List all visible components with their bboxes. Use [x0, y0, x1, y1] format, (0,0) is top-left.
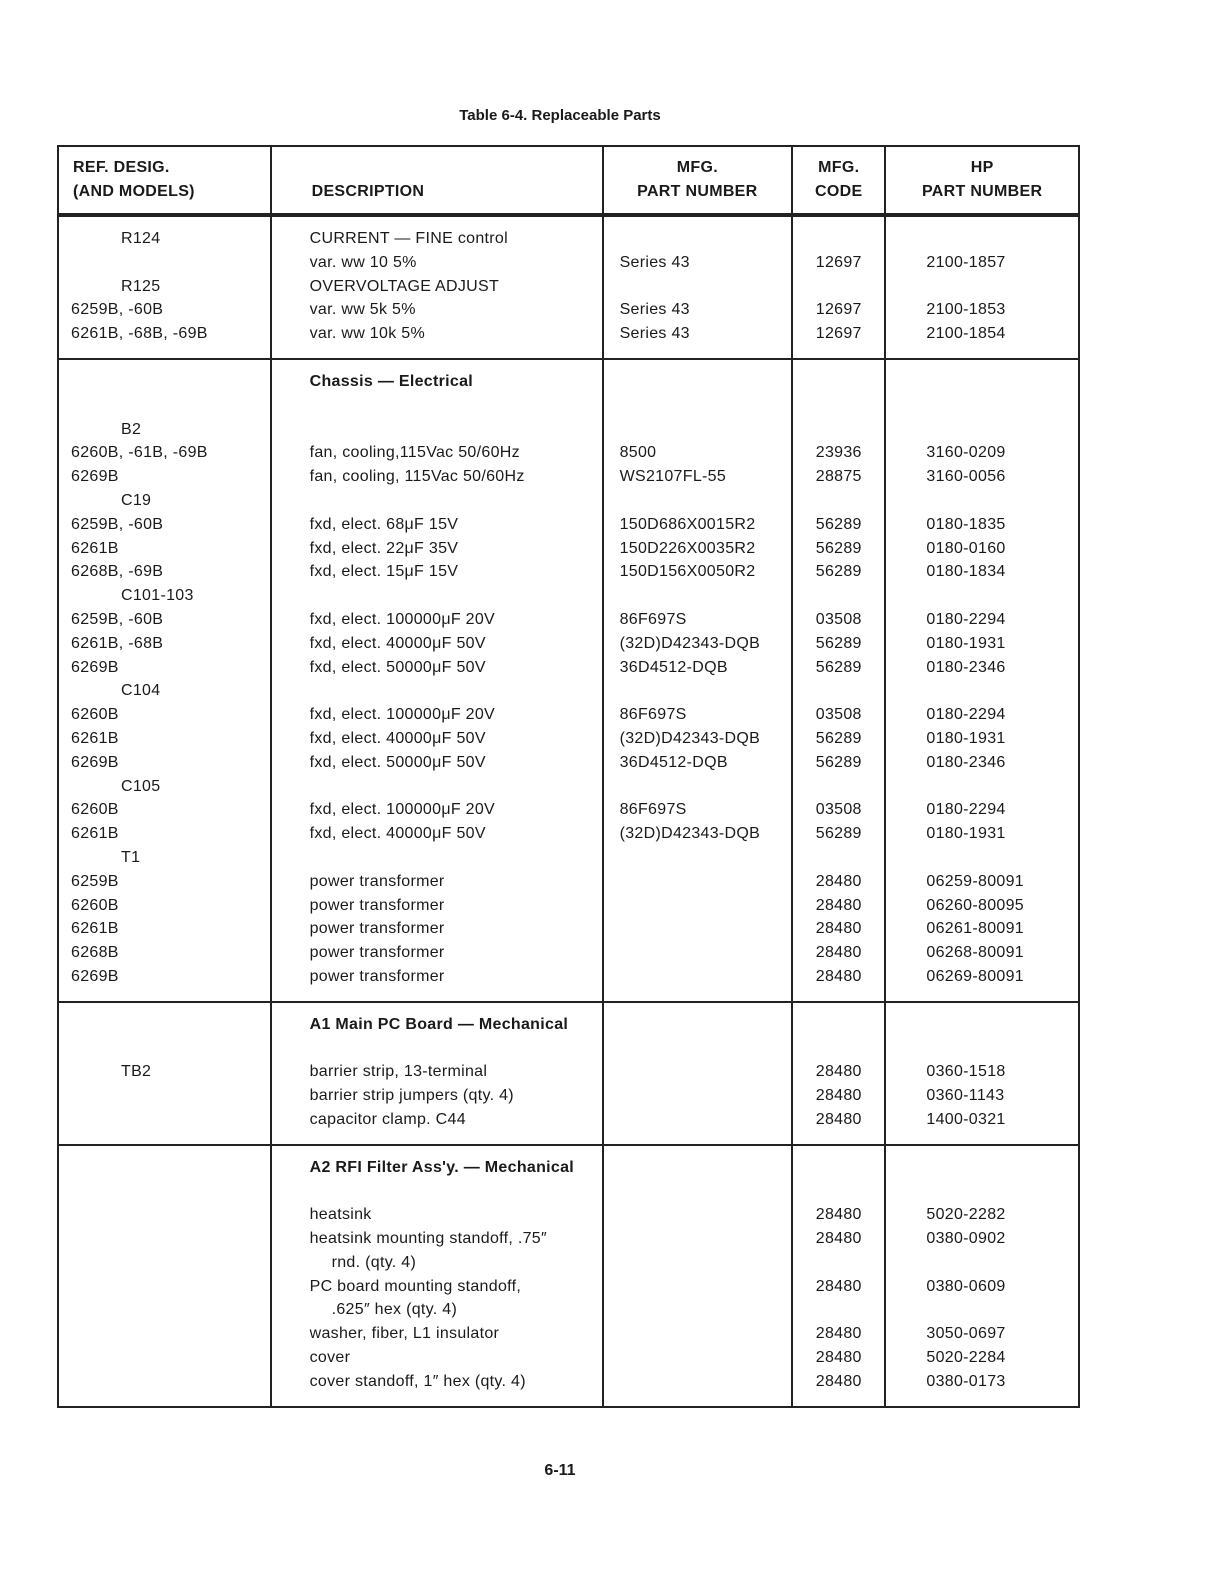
description-cell: power transformer: [271, 941, 603, 965]
mfg-code-cell: [792, 1145, 885, 1180]
hp-part-number-cell: 0180-2346: [885, 751, 1079, 775]
description-cell: fxd, elect. 15μF 15V: [271, 560, 603, 584]
description-cell: barrier strip jumpers (qty. 4): [271, 1084, 603, 1108]
replaceable-parts-table: [57, 145, 1080, 1408]
mfg-part-number-cell: 150D156X0050R2: [603, 560, 793, 584]
mfg-code-cell: 56289: [792, 513, 885, 537]
description-cell: [271, 418, 603, 442]
description-cell: power transformer: [271, 894, 603, 918]
hp-part-number-cell: [885, 1179, 1079, 1203]
hp-part-number-cell: 0180-2294: [885, 703, 1079, 727]
hp-part-number-cell: 06260-80095: [885, 894, 1079, 918]
description-cell: fxd, elect. 40000μF 50V: [271, 632, 603, 656]
hp-part-number-cell: 2100-1853: [885, 298, 1079, 322]
description-cell: fxd, elect. 40000μF 50V: [271, 727, 603, 751]
mfg-part-number-cell: (32D)D42343-DQB: [603, 632, 793, 656]
table-row: [58, 1060, 1079, 1084]
mfg-part-number-cell: [603, 846, 793, 870]
hp-part-number-cell: 0180-1931: [885, 822, 1079, 846]
ref-desig-cell: 6269B: [58, 656, 271, 680]
description-cell: fxd, elect. 22μF 35V: [271, 537, 603, 561]
mfg-part-number-cell: [603, 679, 793, 703]
table-row: [58, 1108, 1079, 1145]
description-cell: power transformer: [271, 965, 603, 1002]
mfg-part-number-cell: WS2107FL-55: [603, 465, 793, 489]
ref-desig-cell: [58, 1275, 271, 1299]
ref-desig-cell: R124: [58, 215, 271, 251]
mfg-code-cell: [792, 775, 885, 799]
table-row: [58, 1298, 1079, 1322]
table-row: [58, 1002, 1079, 1037]
mfg-part-number-cell: (32D)D42343-DQB: [603, 822, 793, 846]
hp-part-number-cell: [885, 359, 1079, 394]
ref-desig-cell: 6261B, -68B: [58, 632, 271, 656]
description-cell: [271, 394, 603, 418]
ref-desig-cell: [58, 1108, 271, 1145]
ref-desig-cell: 6268B, -69B: [58, 560, 271, 584]
table-row: [58, 513, 1079, 537]
table-row: [58, 822, 1079, 846]
mfg-code-cell: 28480: [792, 1346, 885, 1370]
mfg-code-cell: 28480: [792, 1203, 885, 1227]
hp-part-number-cell: [885, 679, 1079, 703]
table-row: [58, 359, 1079, 394]
hp-part-number-cell: 0360-1518: [885, 1060, 1079, 1084]
hp-part-number-cell: 0180-1931: [885, 727, 1079, 751]
mfg-part-number-cell: [603, 1084, 793, 1108]
mfg-part-number-cell: 36D4512-DQB: [603, 751, 793, 775]
mfg-code-cell: [792, 1251, 885, 1275]
mfg-code-cell: [792, 679, 885, 703]
table-row: [58, 298, 1079, 322]
table-row: [58, 656, 1079, 680]
hp-part-number-cell: 06269-80091: [885, 965, 1079, 1002]
description-cell: [271, 489, 603, 513]
header-description: [271, 146, 603, 215]
mfg-part-number-cell: Series 43: [603, 298, 793, 322]
ref-desig-cell: C105: [58, 775, 271, 799]
table-row: [58, 1275, 1079, 1299]
hp-part-number-cell: [885, 418, 1079, 442]
description-cell: power transformer: [271, 917, 603, 941]
ref-desig-cell: [58, 359, 271, 394]
description-cell: fxd, elect. 50000μF 50V: [271, 656, 603, 680]
mfg-code-cell: 03508: [792, 608, 885, 632]
description-cell: [271, 775, 603, 799]
table-row: [58, 1322, 1079, 1346]
table-row: [58, 560, 1079, 584]
description-cell: [271, 1037, 603, 1061]
mfg-code-cell: 28480: [792, 917, 885, 941]
header-hp-part-number: [885, 146, 1079, 215]
description-cell: .625″ hex (qty. 4): [271, 1298, 603, 1322]
mfg-part-number-cell: 150D226X0035R2: [603, 537, 793, 561]
mfg-part-number-cell: [603, 1060, 793, 1084]
description-cell: heatsink mounting standoff, .75″: [271, 1227, 603, 1251]
ref-desig-cell: 6261B: [58, 822, 271, 846]
ref-desig-cell: [58, 1084, 271, 1108]
mfg-code-cell: 28480: [792, 1108, 885, 1145]
header-hp-pn-line2: PART NUMBER: [922, 183, 1043, 200]
hp-part-number-cell: 06268-80091: [885, 941, 1079, 965]
hp-part-number-cell: [885, 275, 1079, 299]
table-section: [58, 359, 1079, 1002]
table-row: [58, 727, 1079, 751]
mfg-code-cell: 28875: [792, 465, 885, 489]
ref-desig-cell: [58, 1002, 271, 1037]
table-row: [58, 751, 1079, 775]
hp-part-number-cell: 0380-0173: [885, 1370, 1079, 1407]
description-cell: Chassis — Electrical: [271, 359, 603, 394]
mfg-part-number-cell: [603, 1108, 793, 1145]
page-number: 6-11: [544, 1462, 576, 1479]
ref-desig-cell: [58, 1179, 271, 1203]
ref-desig-cell: 6269B: [58, 965, 271, 1002]
hp-part-number-cell: [885, 846, 1079, 870]
mfg-code-cell: 03508: [792, 798, 885, 822]
table-row: [58, 965, 1079, 1002]
mfg-code-cell: 28480: [792, 1322, 885, 1346]
mfg-code-cell: [792, 584, 885, 608]
ref-desig-cell: C19: [58, 489, 271, 513]
mfg-code-cell: [792, 394, 885, 418]
description-cell: [271, 1179, 603, 1203]
mfg-code-cell: 28480: [792, 1227, 885, 1251]
ref-desig-cell: TB2: [58, 1060, 271, 1084]
ref-desig-cell: 6259B: [58, 870, 271, 894]
mfg-part-number-cell: [603, 965, 793, 1002]
table-row: [58, 1251, 1079, 1275]
mfg-part-number-cell: [603, 418, 793, 442]
table-row: [58, 608, 1079, 632]
table-row: [58, 489, 1079, 513]
mfg-part-number-cell: [603, 1227, 793, 1251]
table-section: [58, 1145, 1079, 1407]
description-cell: fan, cooling, 115Vac 50/60Hz: [271, 465, 603, 489]
hp-part-number-cell: 5020-2282: [885, 1203, 1079, 1227]
description-cell: fxd, elect. 100000μF 20V: [271, 703, 603, 727]
mfg-code-cell: [792, 1002, 885, 1037]
mfg-code-cell: 28480: [792, 941, 885, 965]
description-cell: PC board mounting standoff,: [271, 1275, 603, 1299]
mfg-code-cell: [792, 418, 885, 442]
mfg-part-number-cell: [603, 1002, 793, 1037]
table-row: [58, 322, 1079, 359]
ref-desig-cell: [58, 1203, 271, 1227]
ref-desig-cell: [58, 1298, 271, 1322]
ref-desig-cell: [58, 1227, 271, 1251]
ref-desig-cell: R125: [58, 275, 271, 299]
header-ref-line1: REF. DESIG.: [73, 159, 170, 176]
table-row: [58, 870, 1079, 894]
mfg-code-cell: 56289: [792, 727, 885, 751]
mfg-code-cell: 56289: [792, 537, 885, 561]
table-row: [58, 275, 1079, 299]
hp-part-number-cell: 0180-2294: [885, 798, 1079, 822]
mfg-part-number-cell: 86F697S: [603, 608, 793, 632]
mfg-part-number-cell: 86F697S: [603, 703, 793, 727]
mfg-code-cell: 56289: [792, 822, 885, 846]
mfg-code-cell: 28480: [792, 894, 885, 918]
mfg-code-cell: 28480: [792, 965, 885, 1002]
hp-part-number-cell: 0180-2294: [885, 608, 1079, 632]
ref-desig-cell: 6269B: [58, 465, 271, 489]
mfg-part-number-cell: 36D4512-DQB: [603, 656, 793, 680]
header-mfg-code: [792, 146, 885, 215]
table-row: [58, 1227, 1079, 1251]
description-cell: [271, 584, 603, 608]
ref-desig-cell: 6259B, -60B: [58, 298, 271, 322]
ref-desig-cell: 6268B: [58, 941, 271, 965]
table-row: [58, 1179, 1079, 1203]
description-cell: fxd, elect. 100000μF 20V: [271, 608, 603, 632]
header-description-label: DESCRIPTION: [311, 183, 425, 200]
description-cell: fxd, elect. 40000μF 50V: [271, 822, 603, 846]
ref-desig-cell: 6260B: [58, 894, 271, 918]
description-cell: cover: [271, 1346, 603, 1370]
hp-part-number-cell: 3050-0697: [885, 1322, 1079, 1346]
mfg-code-cell: 12697: [792, 322, 885, 359]
table-row: [58, 215, 1079, 251]
ref-desig-cell: [58, 1251, 271, 1275]
header-mfg-code-line1: MFG.: [818, 159, 860, 176]
hp-part-number-cell: [885, 1037, 1079, 1061]
table-row: [58, 1346, 1079, 1370]
hp-part-number-cell: 2100-1854: [885, 322, 1079, 359]
mfg-part-number-cell: (32D)D42343-DQB: [603, 727, 793, 751]
ref-desig-cell: [58, 1346, 271, 1370]
header-mfg-pn-line2: PART NUMBER: [637, 183, 758, 200]
description-cell: fxd, elect. 100000μF 20V: [271, 798, 603, 822]
header-mfg-pn-line1: MFG.: [676, 159, 718, 176]
mfg-part-number-cell: [603, 941, 793, 965]
ref-desig-cell: 6260B, -61B, -69B: [58, 441, 271, 465]
hp-part-number-cell: 1400-0321: [885, 1108, 1079, 1145]
table-row: [58, 703, 1079, 727]
header-ref-desig: [58, 146, 271, 215]
mfg-code-cell: [792, 1298, 885, 1322]
mfg-part-number-cell: [603, 1298, 793, 1322]
mfg-code-cell: [792, 846, 885, 870]
description-cell: power transformer: [271, 870, 603, 894]
hp-part-number-cell: 06259-80091: [885, 870, 1079, 894]
ref-desig-cell: C101-103: [58, 584, 271, 608]
mfg-part-number-cell: [603, 1179, 793, 1203]
mfg-code-cell: 28480: [792, 1084, 885, 1108]
mfg-code-cell: 28480: [792, 1275, 885, 1299]
description-cell: A1 Main PC Board — Mechanical: [271, 1002, 603, 1037]
description-cell: var. ww 5k 5%: [271, 298, 603, 322]
mfg-part-number-cell: [603, 894, 793, 918]
table-row: [58, 1370, 1079, 1407]
table-row: [58, 917, 1079, 941]
table-row: [58, 941, 1079, 965]
description-cell: heatsink: [271, 1203, 603, 1227]
mfg-part-number-cell: [603, 359, 793, 394]
table-header: [58, 146, 1079, 215]
mfg-part-number-cell: Series 43: [603, 251, 793, 275]
description-cell: fxd, elect. 50000μF 50V: [271, 751, 603, 775]
hp-part-number-cell: 2100-1857: [885, 251, 1079, 275]
mfg-code-cell: 56289: [792, 632, 885, 656]
mfg-code-cell: [792, 489, 885, 513]
table-row: [58, 798, 1079, 822]
table-row: [58, 251, 1079, 275]
ref-desig-cell: 6261B: [58, 917, 271, 941]
mfg-part-number-cell: 150D686X0015R2: [603, 513, 793, 537]
ref-desig-cell: [58, 1370, 271, 1407]
mfg-part-number-cell: 8500: [603, 441, 793, 465]
table-row: [58, 1203, 1079, 1227]
description-cell: var. ww 10k 5%: [271, 322, 603, 359]
table-section: [58, 1002, 1079, 1145]
mfg-part-number-cell: [603, 584, 793, 608]
hp-part-number-cell: 0180-1931: [885, 632, 1079, 656]
table-row: [58, 1145, 1079, 1180]
table-row: [58, 394, 1079, 418]
table-row: [58, 441, 1079, 465]
mfg-part-number-cell: [603, 1203, 793, 1227]
mfg-code-cell: [792, 359, 885, 394]
ref-desig-cell: 6260B: [58, 798, 271, 822]
mfg-part-number-cell: [603, 215, 793, 251]
ref-desig-cell: 6260B: [58, 703, 271, 727]
hp-part-number-cell: [885, 215, 1079, 251]
mfg-part-number-cell: [603, 1346, 793, 1370]
mfg-part-number-cell: [603, 275, 793, 299]
table-row: [58, 1084, 1079, 1108]
description-cell: [271, 679, 603, 703]
ref-desig-cell: 6269B: [58, 751, 271, 775]
hp-part-number-cell: 0180-0160: [885, 537, 1079, 561]
hp-part-number-cell: 06261-80091: [885, 917, 1079, 941]
mfg-part-number-cell: [603, 870, 793, 894]
mfg-part-number-cell: 86F697S: [603, 798, 793, 822]
mfg-code-cell: 23936: [792, 441, 885, 465]
header-mfg-part-number: [603, 146, 793, 215]
description-cell: barrier strip, 13-terminal: [271, 1060, 603, 1084]
mfg-part-number-cell: [603, 917, 793, 941]
hp-part-number-cell: 0380-0902: [885, 1227, 1079, 1251]
mfg-part-number-cell: [603, 394, 793, 418]
mfg-part-number-cell: [603, 1322, 793, 1346]
description-cell: capacitor clamp. C44: [271, 1108, 603, 1145]
mfg-code-cell: 56289: [792, 751, 885, 775]
mfg-part-number-cell: [603, 1037, 793, 1061]
hp-part-number-cell: 0180-2346: [885, 656, 1079, 680]
table-section: [58, 215, 1079, 359]
ref-desig-cell: [58, 251, 271, 275]
mfg-part-number-cell: [603, 1370, 793, 1407]
mfg-part-number-cell: [603, 1275, 793, 1299]
mfg-code-cell: [792, 275, 885, 299]
mfg-code-cell: 56289: [792, 560, 885, 584]
hp-part-number-cell: [885, 775, 1079, 799]
description-cell: CURRENT — FINE control: [271, 215, 603, 251]
hp-part-number-cell: [885, 584, 1079, 608]
ref-desig-cell: 6261B: [58, 537, 271, 561]
description-cell: cover standoff, 1″ hex (qty. 4): [271, 1370, 603, 1407]
mfg-part-number-cell: [603, 1251, 793, 1275]
mfg-code-cell: 28480: [792, 870, 885, 894]
hp-part-number-cell: 3160-0056: [885, 465, 1079, 489]
table-row: [58, 1037, 1079, 1061]
ref-desig-cell: T1: [58, 846, 271, 870]
ref-desig-cell: [58, 1145, 271, 1180]
mfg-code-cell: [792, 1179, 885, 1203]
table-row: [58, 537, 1079, 561]
ref-desig-cell: [58, 1037, 271, 1061]
hp-part-number-cell: 0180-1835: [885, 513, 1079, 537]
mfg-code-cell: 12697: [792, 251, 885, 275]
mfg-part-number-cell: Series 43: [603, 322, 793, 359]
mfg-code-cell: 28480: [792, 1370, 885, 1407]
table-row: [58, 418, 1079, 442]
table-row: [58, 894, 1079, 918]
mfg-code-cell: 28480: [792, 1060, 885, 1084]
table-row: [58, 846, 1079, 870]
ref-desig-cell: [58, 394, 271, 418]
table-row: [58, 679, 1079, 703]
hp-part-number-cell: [885, 1002, 1079, 1037]
mfg-code-cell: 56289: [792, 656, 885, 680]
hp-part-number-cell: 0380-0609: [885, 1275, 1079, 1299]
table-row: [58, 465, 1079, 489]
table-row: [58, 775, 1079, 799]
description-cell: OVERVOLTAGE ADJUST: [271, 275, 603, 299]
hp-part-number-cell: 0180-1834: [885, 560, 1079, 584]
description-cell: A2 RFI Filter Ass'y. — Mechanical: [271, 1145, 603, 1180]
ref-desig-cell: 6259B, -60B: [58, 608, 271, 632]
description-cell: var. ww 10 5%: [271, 251, 603, 275]
table-row: [58, 584, 1079, 608]
hp-part-number-cell: [885, 1145, 1079, 1180]
hp-part-number-cell: [885, 1251, 1079, 1275]
ref-desig-cell: C104: [58, 679, 271, 703]
header-ref-line2: (AND MODELS): [73, 183, 195, 200]
hp-part-number-cell: [885, 1298, 1079, 1322]
ref-desig-cell: 6261B: [58, 727, 271, 751]
table-row: [58, 632, 1079, 656]
ref-desig-cell: 6259B, -60B: [58, 513, 271, 537]
hp-part-number-cell: 0360-1143: [885, 1084, 1079, 1108]
ref-desig-cell: 6261B, -68B, -69B: [58, 322, 271, 359]
hp-part-number-cell: 3160-0209: [885, 441, 1079, 465]
ref-desig-cell: B2: [58, 418, 271, 442]
hp-part-number-cell: [885, 489, 1079, 513]
description-cell: washer, fiber, L1 insulator: [271, 1322, 603, 1346]
table-title: Table 6-4. Replaceable Parts: [459, 107, 661, 124]
mfg-code-cell: [792, 215, 885, 251]
description-cell: [271, 846, 603, 870]
mfg-part-number-cell: [603, 775, 793, 799]
header-mfg-code-line2: CODE: [815, 183, 863, 200]
description-cell: rnd. (qty. 4): [271, 1251, 603, 1275]
mfg-code-cell: [792, 1037, 885, 1061]
mfg-code-cell: 03508: [792, 703, 885, 727]
hp-part-number-cell: [885, 394, 1079, 418]
mfg-part-number-cell: [603, 1145, 793, 1180]
mfg-part-number-cell: [603, 489, 793, 513]
hp-part-number-cell: 5020-2284: [885, 1346, 1079, 1370]
description-cell: fxd, elect. 68μF 15V: [271, 513, 603, 537]
header-hp-pn-line1: HP: [970, 159, 994, 176]
ref-desig-cell: [58, 1322, 271, 1346]
mfg-code-cell: 12697: [792, 298, 885, 322]
description-cell: fan, cooling,115Vac 50/60Hz: [271, 441, 603, 465]
